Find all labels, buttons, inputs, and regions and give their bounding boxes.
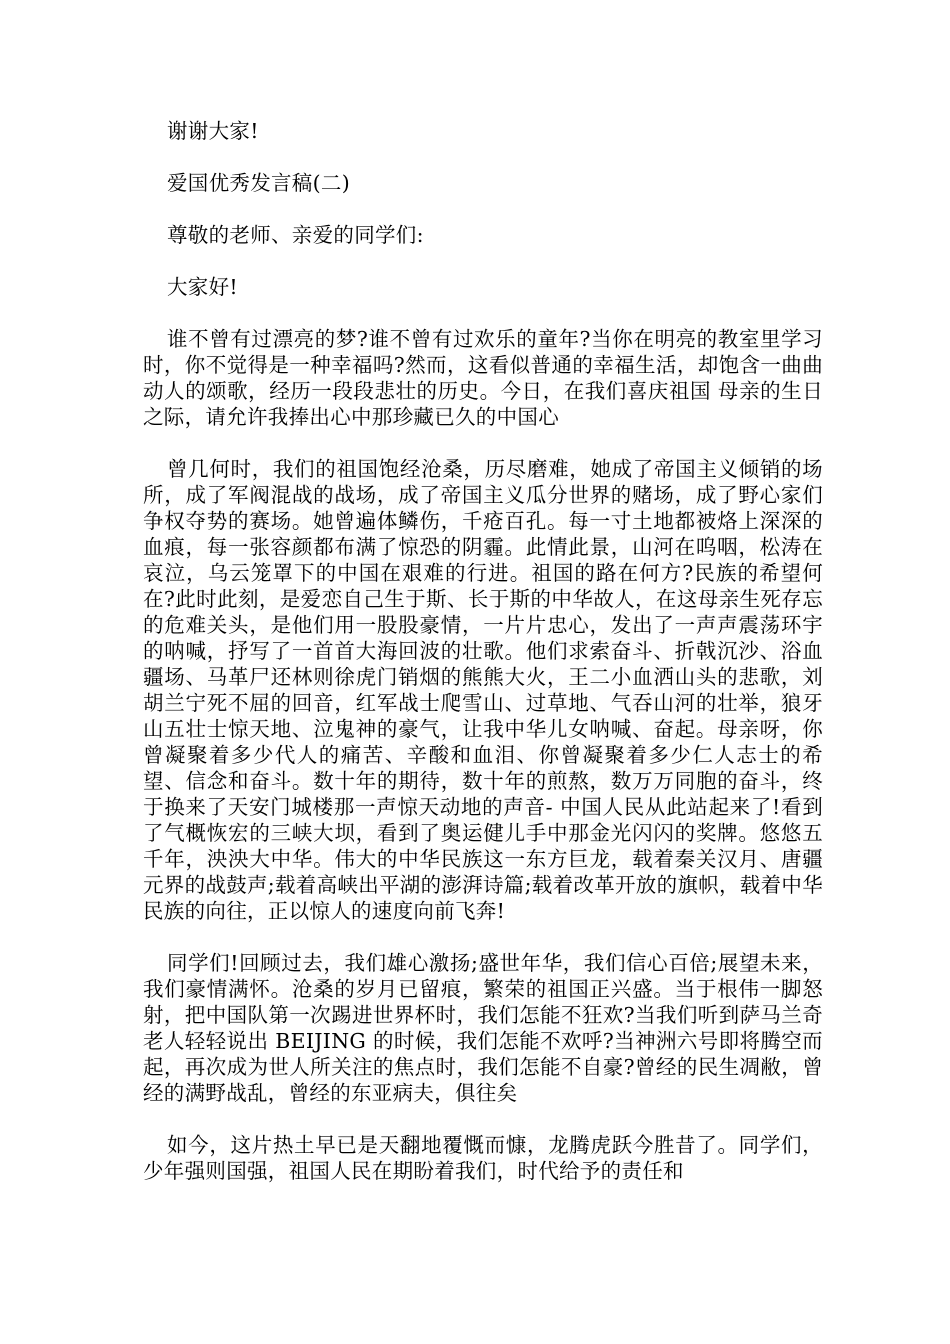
closing-line: 谢谢大家! xyxy=(167,119,259,143)
salutation-line: 尊敬的老师、亲爱的同学们: xyxy=(167,223,424,247)
paragraph-1: 谁不曾有过漂亮的梦?谁不曾有过欢乐的童年?当你在明亮的教室里学习时，你不觉得是一种幸福吗?然而，这看似普通的幸福生活，却饱含一曲曲动人的颂歌，经历一段段悲壮的历史。今日，在我们喜庆祖国 母亲的生日之际，请允许我捧出心中那珍藏已久的中国心 xyxy=(143,327,823,429)
paragraph-4: 如今，这片热土早已是天翻地覆慨而慷，龙腾虎跃今胜昔了。同学们，少年强则国强，祖国人民在期盼着我们，时代给予的责任和 xyxy=(143,1133,823,1183)
document-body xyxy=(143,118,823,1210)
paragraph-2: 曾几何时，我们的祖国饱经沧桑，历尽磨难，她成了帝国主义倾销的场所，成了军阀混战的战场，成了帝国主义瓜分世界的赌场，成了野心家们争权夺势的赛场。她曾遍体鳞伤，千疮百孔。每一寸土地都被烙上深深的血痕，每一张容颜都布满了惊恐的阴霾。此情此景，山河在呜咽，松涛在哀泣，乌云笼罩下的中国在艰难的行进。祖国的路在何方?民族的希望何在?此时此刻，是爱恋自己生于斯、长于斯的中华故人，在这母亲生死存忘的危难关头，是他们用一股股豪情，一片片忠心，发出了一声声震荡环宇的呐喊，抒写了一首首大海回波的壮歌。他们求索奋斗、折戟沉沙、浴血疆场、马革尸还林则徐虎门销烟的熊熊大火，王二小血洒山头的悲歌，刘胡兰宁死不屈的回音，红军战士爬雪山、过草地、气吞山河的壮举，狼牙山五壮士惊天地、泣鬼神的豪气，让我中华儿女呐喊、奋起。母亲呀，你曾凝聚着多少代人的痛苦、辛酸和血泪、你曾凝聚着多少仁人志士的希望、信念和奋斗。数十年的期待，数十年的煎熬，数万万同胞的奋斗，终于换来了天安门城楼那一声惊天动地的声音- 中国人民从此站起来了!看到了气概恢宏的三峡大坝，看到了奥运健儿手中那金光闪闪的奖牌。悠悠五千年，泱泱大中华。伟大的中华民族这一东方巨龙，载着秦关汉月、唐疆元界的战鼓声;载着高峡出平湖的澎湃诗篇;载着改革开放的旗帜，载着中华民族的向往，正以惊人的速度向前飞奔! xyxy=(143,457,824,923)
paragraph-3: 同学们!回顾过去，我们雄心激扬;盛世年华，我们信心百倍;展望未来，我们豪情满怀。沧桑的岁月已留痕，繁荣的祖国正兴盛。当于根伟一脚怒射，把中国队第一次踢进世界杯时，我们怎能不狂欢?当我们听到萨马兰奇老人轻轻说出 BEIJING 的时候，我们怎能不欢呼?当神洲六号即将腾空而起，再次成为世人所关注的焦点时，我们怎能不自豪?曾经的民生凋敝，曾经的满野战乱，曾经的东亚病夫，俱往矣 xyxy=(143,951,823,1105)
greeting-line: 大家好! xyxy=(167,275,238,299)
speech-title: 爱国优秀发言稿(二) xyxy=(167,171,350,195)
